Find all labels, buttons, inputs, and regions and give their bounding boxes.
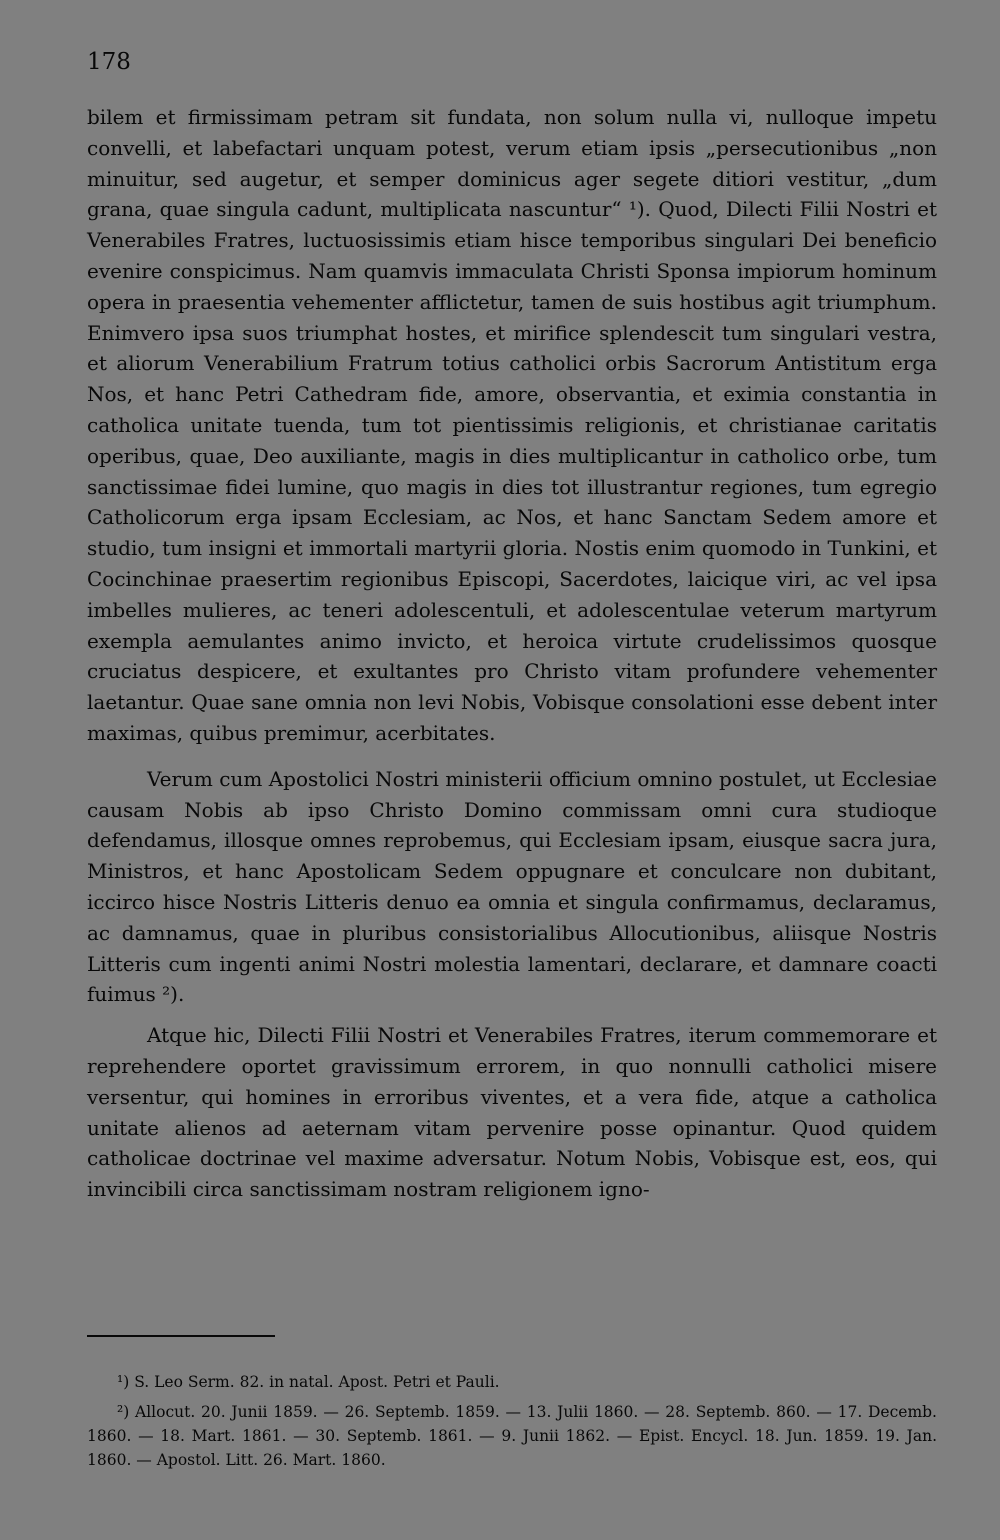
footnotes	[87, 1370, 937, 1472]
footnote-text: ²) Allocut. 20. Junii 1859. — 26. Septemb. 1859. — 13. Julii 1860. — 28. Septemb. 860. — 17. Decemb. 1860. — 18. Mart. 1861. — 30. Septemb. 1861. — 9. Junii 1862. — Epist. Encycl. 18. Jun. 1859. 19. Jan. 1860. — Apostol. Litt. 26. Mart. 1860.	[87, 1403, 937, 1469]
footnote	[87, 1400, 937, 1472]
page-number: 178	[87, 49, 131, 75]
footnote	[87, 1370, 937, 1394]
paragraph: Verum cum Apostolici Nostri ministerii officium omnino postulet, ut Ecclesiae causam Nobis ab ipso Christo Domino commissam omni cura studioque defendamus, illosque omnes reprobemus, qui Ecclesiam ipsam, eiusque sacra jura, Ministros, et hanc Apostolicam Sedem oppugnare et conculcare non dubitant, iccirco hisce Nostris Litteris denuo ea omnia et singula confirmamus, declaramus, ac damnamus, quae in pluribus consistorialibus Allocutionibus, aliisque Nostris Litteris cum ingenti animi Nostri molestia lamentari, declarare, et damnare coacti fuimus ²).	[87, 766, 937, 1007]
paragraph: Atque hic, Dilecti Filii Nostri et Venerabiles Fratres, iterum commemorare et reprehendere oportet gravissimum errorem, in quo nonnulli catholici misere versentur, qui homines in erroribus viventes, et a vera fide, atque a catholica unitate alienos ad aeternam vitam pervenire posse opinantur. Quod quidem catholicae doctrinae vel maxime adversatur. Notum Nobis, Vobisque est, eos, qui invincibili circa sanctissimam nostram religionem igno-	[87, 1023, 937, 1202]
body-text	[87, 102, 937, 1205]
paragraph: bilem et firmissimam petram sit fundata, non solum nulla vi, nulloque impetu convelli, et labefactari unquam potest, verum etiam ipsis „persecutionibus „non minuitur, sed augetur, et semper dominicus ager segete ditiori vestitur, „dum grana, quae singula cadunt, multiplicata nascuntur“ ¹). Quod, Dilecti Filii Nostri et Venerabiles Fratres, luctuosissimis etiam hisce temporibus singulari Dei beneficio evenire conspicimus. Nam quamvis immaculata Christi Sponsa impiorum hominum opera in praesentia vehementer afflictetur, tamen de suis hostibus agit triumphum. Enimvero ipsa suos triumphat hostes, et mirifice splendescit tum singulari vestra, et aliorum Venerabilium Fratrum totius catholici orbis Sacrorum Antistitum erga Nos, et hanc Petri Cathedram fide, amore, observantia, et eximia constantia in catholica unitate tuenda, tum tot pientissimis religionis, et christianae caritatis operibus, quae, Deo auxiliante, magis in dies multiplicantur in catholico orbe, tum sanctissimae fidei lumine, quo magis in dies tot illustrantur regiones, tum egregio Catholicorum erga ipsam Ecclesiam, ac Nos, et hanc Sanctam Sedem amore et studio, tum insigni et immortali martyrii gloria. Nostis enim quomodo in Tunkini, et Cocinchinae praesertim regionibus Episcopi, Sacerdotes, laicique viri, ac vel ipsa imbelles mulieres, ac teneri adolescentuli, et adolescentulae veterum martyrum exempla aemulantes animo invicto, et heroica virtute crudelissimos quosque cruciatus despicere, et exultantes pro Christo vitam profundere vehementer laetantur. Quae sane omnia non levi Nobis, Vobisque consolationi esse debent inter maximas, quibus premimur, acerbitates.	[87, 105, 937, 745]
footnote-divider	[87, 1335, 275, 1337]
footnote-text: ¹) S. Leo Serm. 82. in natal. Apost. Petri et Pauli.	[117, 1373, 500, 1391]
